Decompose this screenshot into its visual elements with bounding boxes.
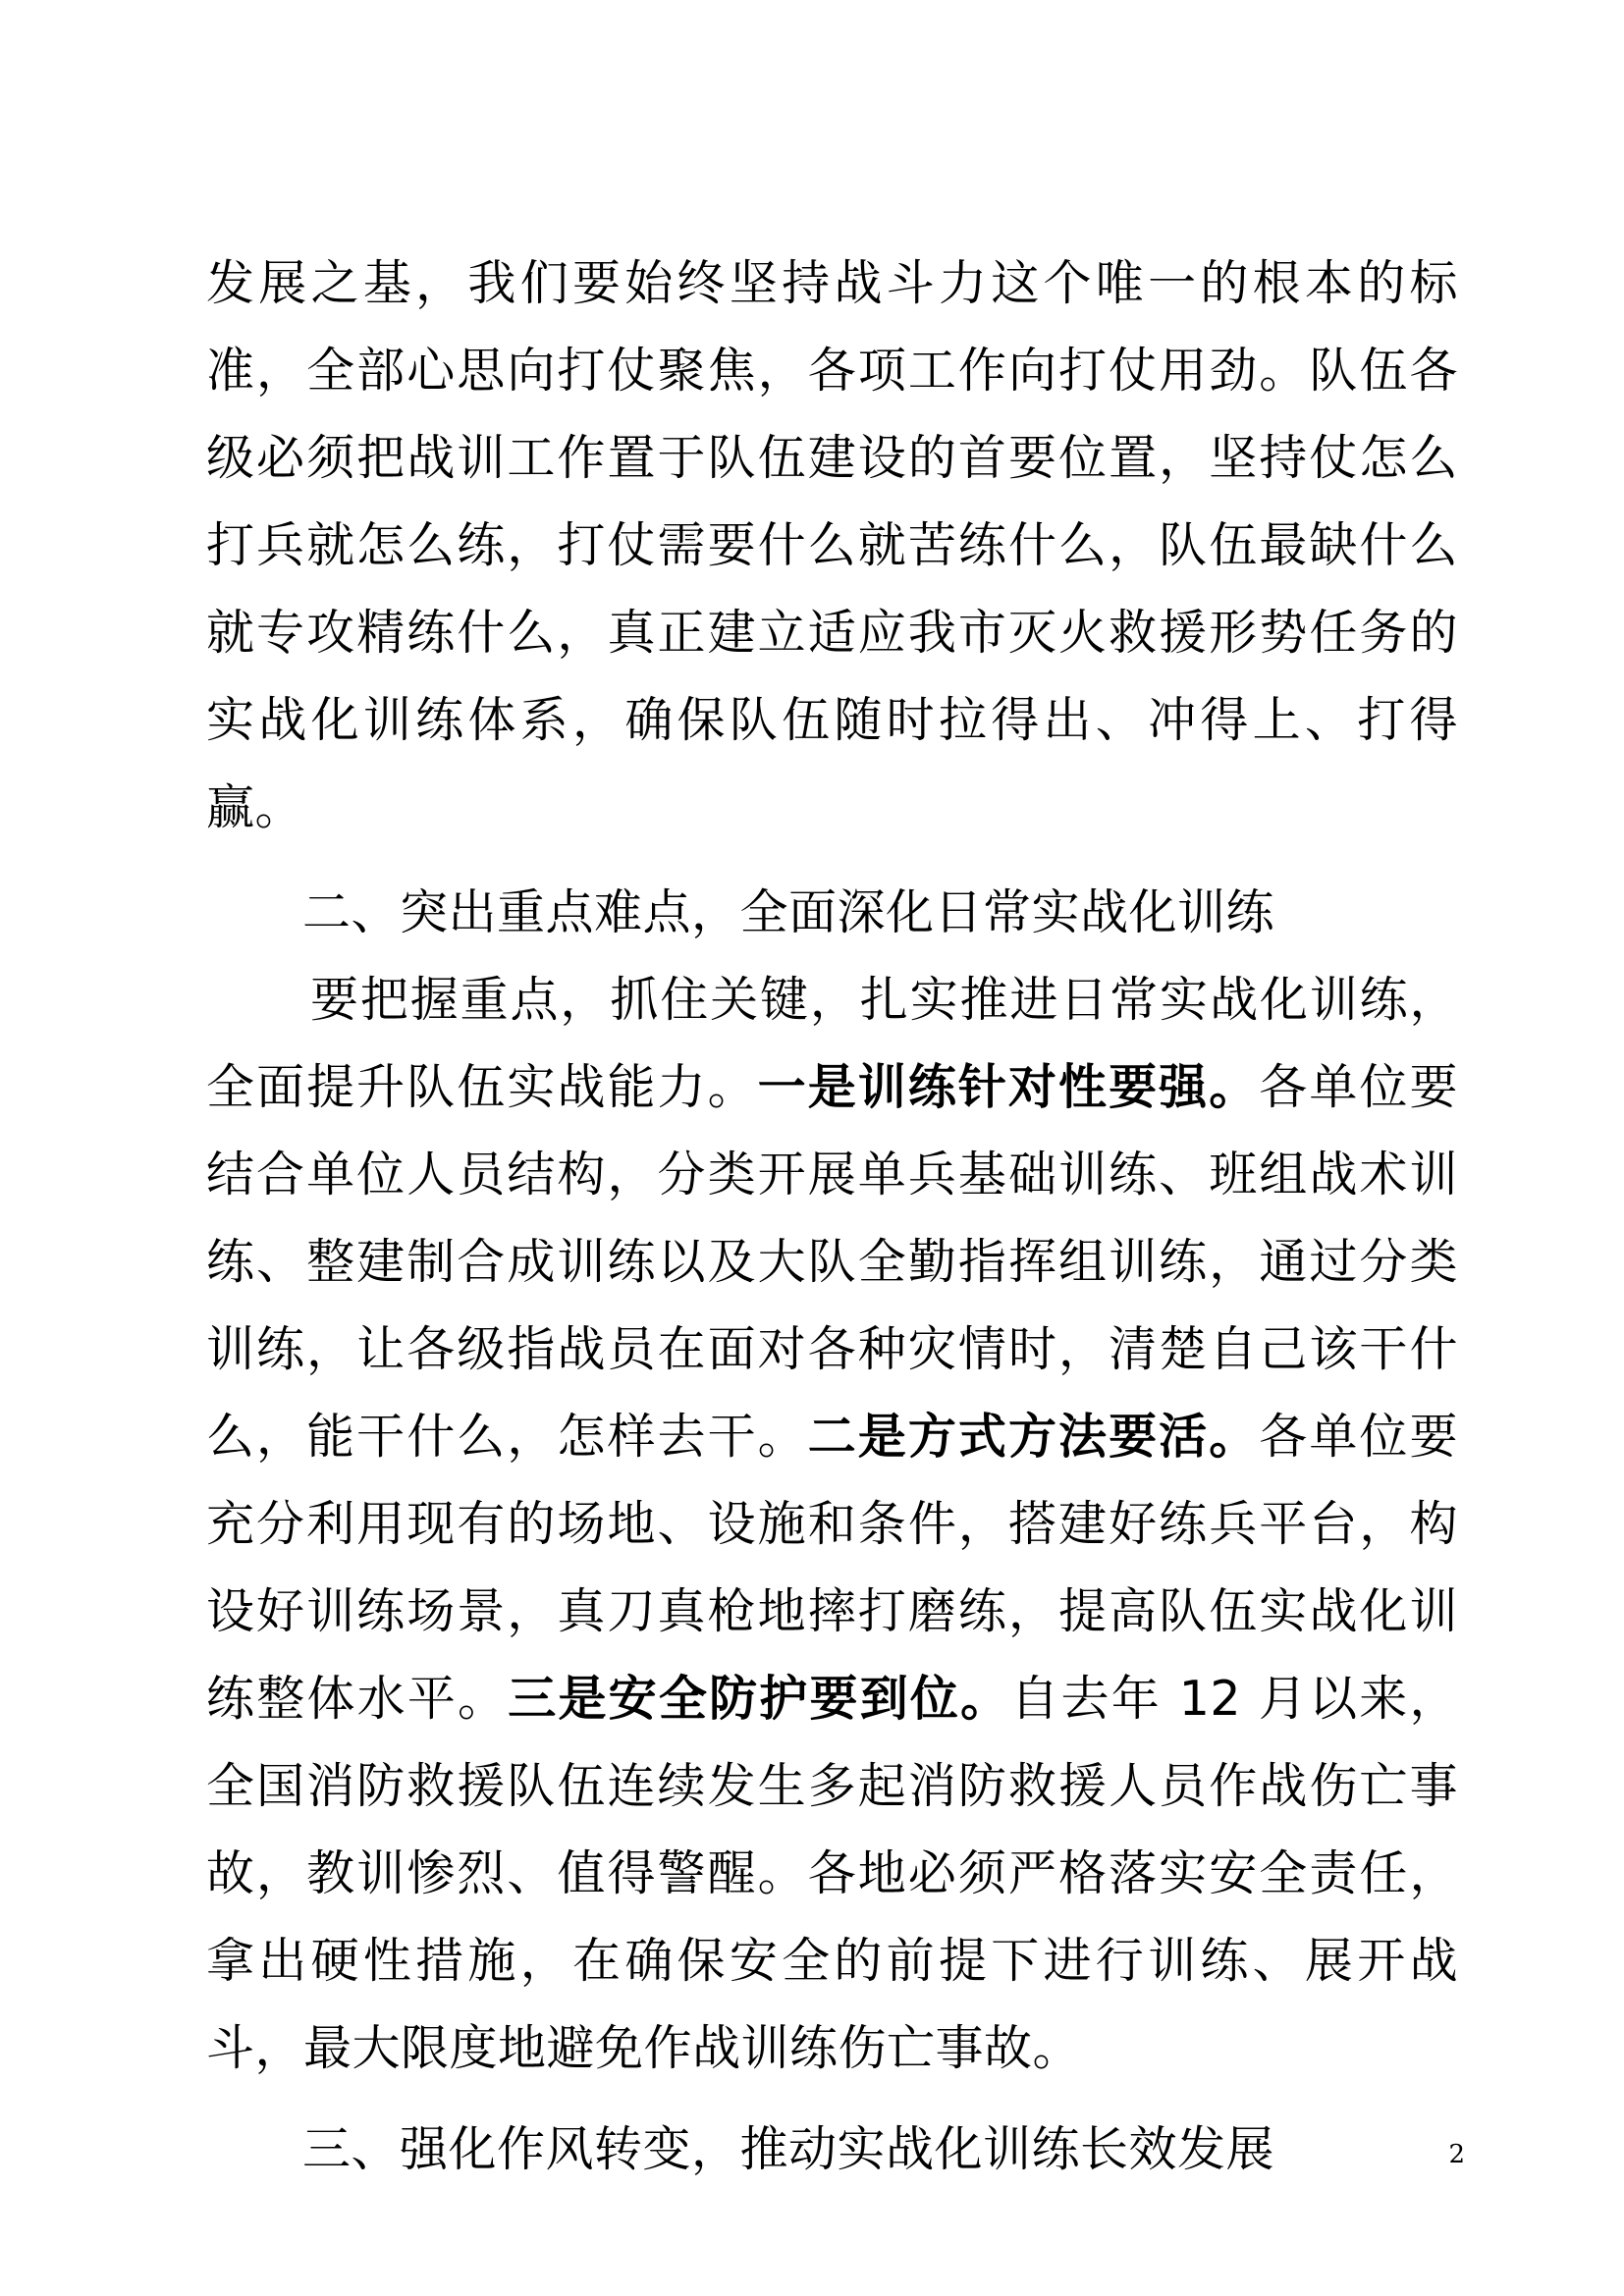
paragraph-intro: 要把握重点，抓住关键，扎实推进日常实战化训练，全面提升队伍实战能力。: [206, 972, 1458, 1115]
point-2-title: 二是方式方法要活。: [807, 1409, 1260, 1465]
point-2-text: 各单位要充分利用现有的场地、设施和条件，搭建好练兵平台，构设好训练场景，真刀真枪地摔打磨练，提高队伍实战化训练整体水平。: [206, 1409, 1458, 1727]
page-number: 2: [1448, 2140, 1465, 2169]
section-heading-3: 三、强化作风转变，推动实战化训练长效发展: [302, 2121, 1275, 2177]
section-heading-2: 二、突出重点难点，全面深化日常实战化训练: [302, 884, 1275, 940]
point-1-title: 一是训练针对性要强。: [757, 1059, 1260, 1115]
point-1-text: 各单位要结合单位人员结构，分类开展单兵基础训练、班组战术训练、整建制合成训练以及大队全勤指挥组训练，通过分类训练，让各级指战员在面对各种灾情时，清楚自己该干什么，能干什么，怎样去干。: [206, 1059, 1458, 1465]
point-3-title: 三是安全防护要到位。: [508, 1671, 1011, 1727]
paragraph-section-2: [206, 956, 1458, 2092]
point-3-text: 自去年 12 月以来，全国消防救援队伍连续发生多起消防救援人员作战伤亡事故，教训惨烈、值得警醒。各地必须严格落实安全责任，拿出硬性措施，在确保安全的前提下进行训练、展开战斗，最大限度地避免作战训练伤亡事故。: [206, 1671, 1458, 2076]
paragraph-continuation: 发展之基，我们要始终坚持战斗力这个唯一的根本的标准，全部心思向打仗聚焦，各项工作向打仗用劲。队伍各级必须把战训工作置于队伍建设的首要位置，坚持仗怎么打兵就怎么练，打仗需要什么就苦练什么，队伍最缺什么就专攻精练什么，真正建立适应我市灭火救援形势任务的实战化训练体系，确保队伍随时拉得出、冲得上、打得赢。: [206, 255, 1458, 835]
document-body: [206, 240, 1458, 2193]
